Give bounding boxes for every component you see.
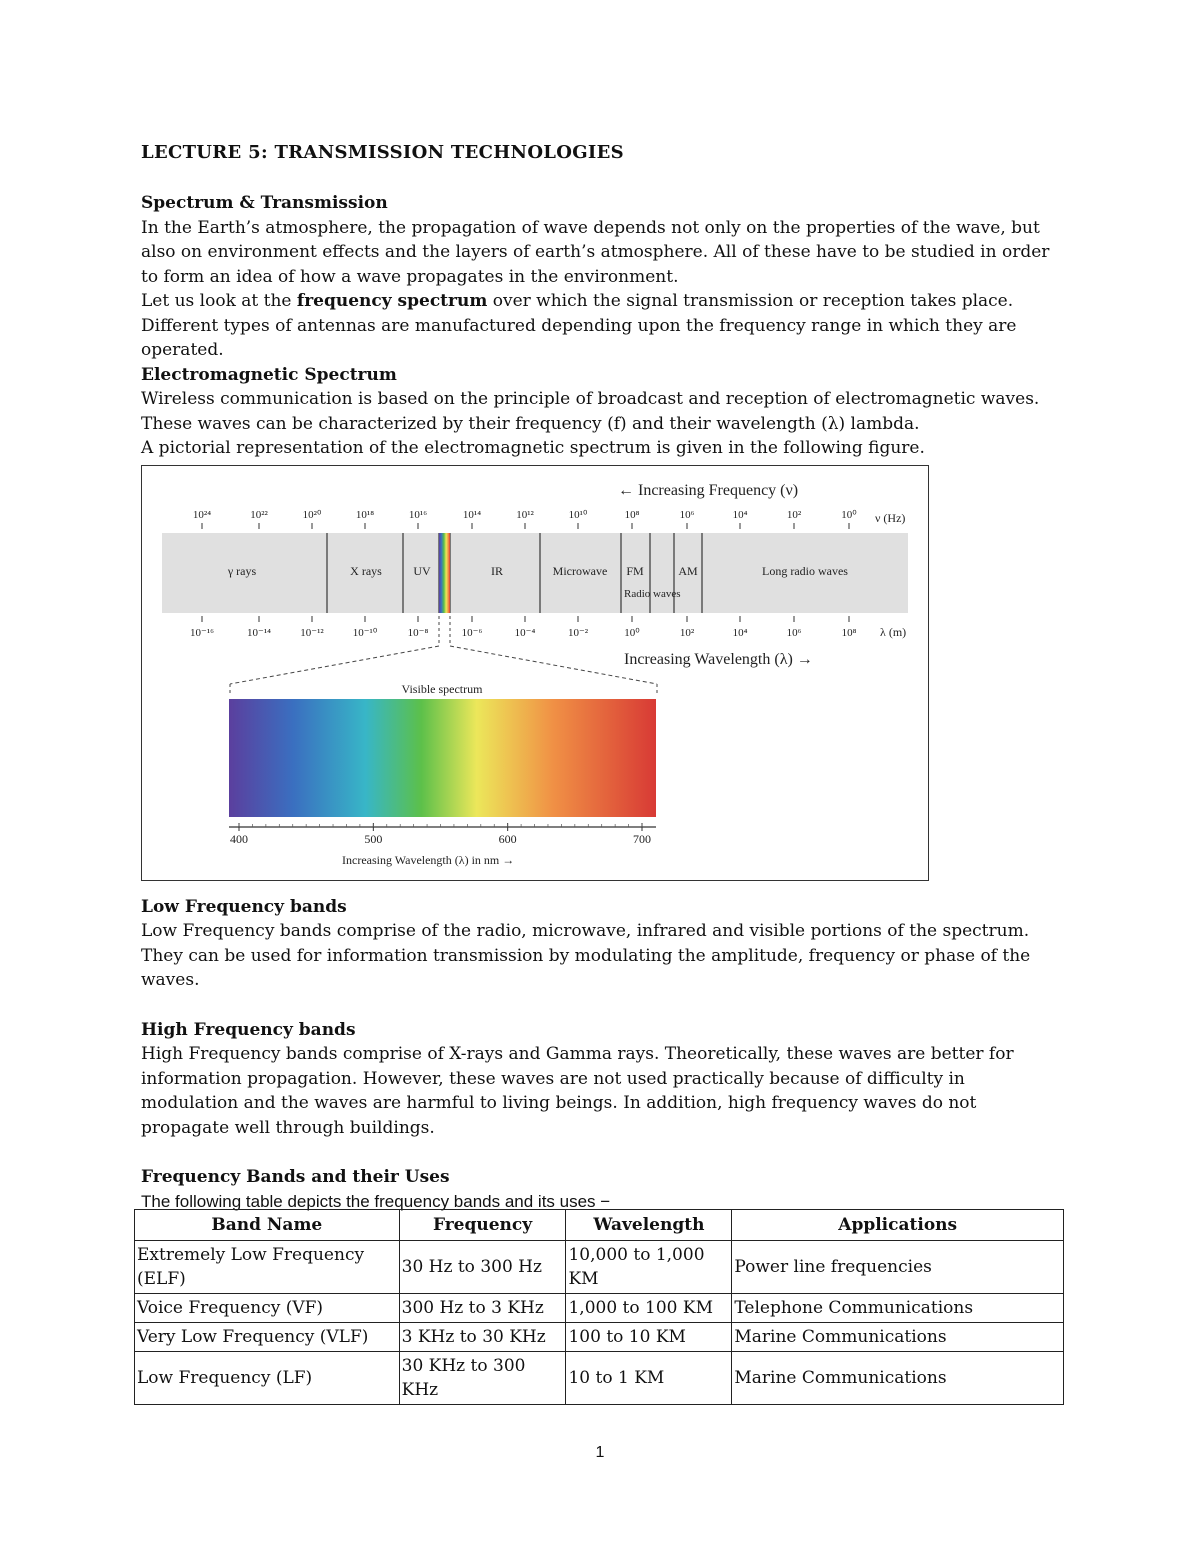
table-cell: Marine Communications [732,1352,1064,1405]
table-row [135,1294,1064,1323]
column-header: Applications [732,1210,1064,1241]
band-label: γ rays [227,563,257,578]
wavelength-tick-label: 10⁻⁶ [461,626,483,639]
table-row [135,1323,1064,1352]
frequency-tick-label: 10²⁰ [302,508,322,521]
table-cell: 300 Hz to 3 KHz [399,1294,566,1323]
frequency-tick-label: 10⁶ [679,508,695,521]
frequency-tick-label: 10²² [250,508,268,521]
frequency-tick-label: 10⁸ [624,508,640,521]
table-cell: 10 to 1 KM [566,1352,732,1405]
table-cell: Low Frequency (LF) [135,1352,400,1405]
table-header-row [135,1210,1064,1241]
wavelength-tick-label: 10² [679,626,695,639]
frequency-unit: ν (Hz) [875,510,906,525]
table-cell: 30 KHz to 300 KHz [399,1352,566,1405]
table-row [135,1241,1064,1294]
wavelength-unit: λ (m) [880,624,907,639]
column-header: Wavelength [566,1210,732,1241]
section-heading-high-frequency: High Frequency bands [141,1019,356,1040]
wavelength-tick-label: 10⁴ [732,626,748,639]
section-heading-em-spectrum: Electromagnetic Spectrum [141,364,397,385]
band-label: AM [678,563,698,578]
table-cell: Marine Communications [732,1323,1064,1352]
column-header: Band Name [135,1210,400,1241]
zoom-line-left [230,646,439,684]
frequency-axis-title: ← Increasing Frequency (ν) [618,481,799,499]
em-spectrum-figure [141,465,929,881]
wavelength-tick-label: 10⁰ [624,626,640,639]
table-cell: Voice Frequency (VF) [135,1294,400,1323]
bold-term: frequency spectrum [296,291,488,311]
paragraph: These waves can be characterized by their frequency (f) and their wavelength (λ) lambda. [141,413,920,434]
wavelength-tick-label: 10⁻⁴ [514,626,536,639]
band-label: UV [413,563,431,578]
visible-tick-label: 700 [633,831,651,846]
frequency-tick-label: 10⁰ [841,508,857,521]
em-spectrum-diagram [142,466,928,879]
wavelength-axis-title: Increasing Wavelength (λ) → [624,650,813,668]
paragraph: Low Frequency bands comprise of the radio, microwave, infrared and visible portions of the spectrum. They can be used for information transmission by modulating the amplitude, frequency or phase of the waves. [141,921,1031,990]
paragraph: High Frequency bands comprise of X-rays and Gamma rays. Theoretically, these waves are better for information propagation. However, these waves are not used practically because of difficulty in modulation and the waves are harmful to living beings. In addition, high frequency waves do not propagate well through buildings. [141,1044,1014,1138]
wavelength-ticks [190,616,857,639]
paragraph: Different types of antennas are manufactured depending upon the frequency range in which they are operated. [141,315,1017,360]
frequency-tick-label: 10² [786,508,802,521]
frequency-tick-label: 10⁴ [732,508,748,521]
wavelength-tick-label: 10⁻⁸ [407,626,429,639]
table-cell: 10,000 to 1,000 KM [566,1241,732,1294]
wavelength-tick-label: 10⁸ [841,626,857,639]
document-body [141,142,1061,1214]
frequency-tick-label: 10¹⁰ [568,508,588,521]
visible-spectrum-title: Visible spectrum [401,681,483,696]
visible-tick-label: 500 [364,831,383,846]
frequency-tick-label: 10¹² [516,508,534,521]
visible-axis-title: Increasing Wavelength (λ) in nm → [342,852,515,867]
paragraph: In the Earth’s atmosphere, the propagation of wave depends not only on the properties of the wave, but also on environment effects and the layers of earth’s atmosphere. All of these have to be studied in order to form an idea of how a wave propagates in the environment. [141,217,1050,287]
section-heading-spectrum: Spectrum & Transmission [141,193,388,213]
band-label: IR [491,563,503,578]
wavelength-tick-label: 10⁻¹⁶ [190,626,214,639]
band-label: FM [626,563,644,578]
visible-spectrum-gradient [229,699,656,817]
frequency-tick-label: 10¹⁴ [462,508,482,521]
visible-tick-label: 400 [230,831,248,846]
frequency-bands-table [134,1209,1064,1405]
frequency-tick-label: 10²⁴ [192,508,212,521]
table-cell: 3 KHz to 30 KHz [399,1323,566,1352]
paragraph: Wireless communication is based on the principle of broadcast and reception of electromagnetic waves. [141,389,1040,409]
paragraph: A pictorial representation of the electromagnetic spectrum is given in the following figure. [141,438,925,458]
table-row [135,1352,1064,1405]
frequency-ticks [193,509,857,529]
table-cell: Telephone Communications [732,1294,1064,1323]
table-cell: 1,000 to 100 KM [566,1294,732,1323]
visible-band-strip [439,533,450,613]
wavelength-tick-label: 10⁶ [786,626,802,639]
band-label: X rays [350,563,382,578]
wavelength-tick-label: 10⁻¹² [300,626,324,639]
wavelength-tick-label: 10⁻² [567,626,589,639]
page-number: 1 [595,1444,605,1461]
frequency-tick-label: 10¹⁶ [408,508,428,521]
paragraph [141,289,1061,314]
text-run: Let us look at the [141,291,297,311]
column-header: Frequency [399,1210,566,1241]
section-heading-low-frequency: Low Frequency bands [141,896,347,917]
visible-tick-label: 600 [498,831,517,846]
band-label: Microwave [552,563,608,578]
wavelength-tick-label: 10⁻¹⁴ [247,626,271,639]
table-intro: The following table depicts the frequency bands and its uses − [141,1191,611,1211]
table-cell: Extremely Low Frequency (ELF) [135,1241,400,1294]
section-heading-frequency-uses: Frequency Bands and their Uses [141,1167,450,1187]
table-cell: 30 Hz to 300 Hz [399,1241,566,1294]
table-cell: Power line frequencies [732,1241,1064,1294]
radio-waves-label: Radio waves [624,587,681,600]
page-title: LECTURE 5: TRANSMISSION TECHNOLOGIES [141,142,624,163]
table-cell: 100 to 10 KM [566,1323,732,1352]
wavelength-tick-label: 10⁻¹⁰ [352,626,378,639]
frequency-tick-label: 10¹⁸ [355,508,375,521]
band-label: Long radio waves [762,563,848,578]
table-cell: Very Low Frequency (VLF) [135,1323,400,1352]
text-run: over which the signal transmission or reception takes place. [487,291,1014,311]
